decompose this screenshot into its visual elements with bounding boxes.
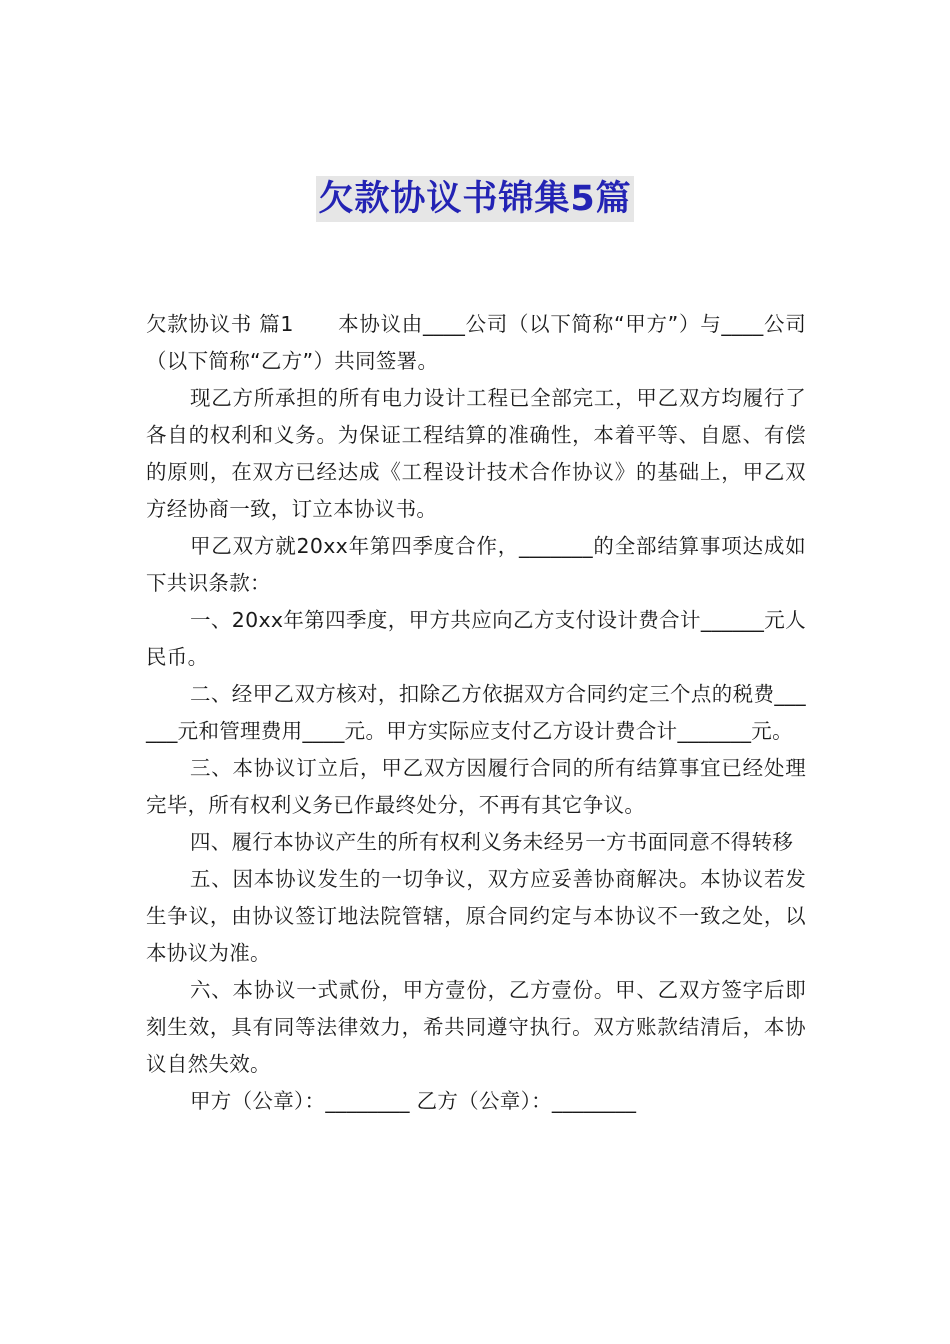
clause-5: 五、因本协议发生的一切争议，双方应妥善协商解决。本协议若发生争议，由协议签订地法院管辖，原合同约定与本协议不一致之处，以本协议为准。 [146, 867, 806, 965]
clause-2: 二、经甲乙双方核对，扣除乙方依据双方合同约定三个点的税费______元和管理费用____元。甲方实际应支付乙方设计费合计_______元。 [146, 682, 806, 743]
clause-4: 四、履行本协议产生的所有权利义务未经另一方书面同意不得转移 [190, 830, 794, 854]
clause-6: 六、本协议一式贰份，甲方壹份，乙方壹份。甲、乙双方签字后即刻生效，具有同等法律效力，希共同遵守执行。双方账款结清后，本协议自然失效。 [146, 978, 806, 1076]
document-title: 欠款协议书锦集5篇 [316, 176, 633, 222]
document-body [146, 306, 806, 1120]
section-label: 欠款协议书 篇1 [146, 312, 294, 336]
title-container [0, 176, 950, 222]
intro-text: 本协议由____公司（以下简称“甲方”）与____公司（以下简称“乙方”）共同签署。 [146, 312, 806, 373]
paragraph-background: 现乙方所承担的所有电力设计工程已全部完工，甲乙双方均履行了各自的权利和义务。为保证工程结算的准确性，本着平等、自愿、有偿的原则，在双方已经达成《工程设计技术合作协议》的基础上，甲乙双方经协商一致，订立本协议书。 [146, 386, 806, 521]
signature-line: 甲方（公章）：________ 乙方（公章）：________ [190, 1089, 637, 1113]
intro-paragraph [146, 306, 806, 380]
clause-1: 一、20xx年第四季度，甲方共应向乙方支付设计费合计______元人民币。 [146, 608, 806, 669]
clause-3: 三、本协议订立后，甲乙双方因履行合同的所有结算事宜已经处理完毕，所有权利义务已作最终处分，不再有其它争议。 [146, 756, 806, 817]
paragraph-scope: 甲乙双方就20xx年第四季度合作，_______的全部结算事项达成如下共识条款： [146, 534, 806, 595]
